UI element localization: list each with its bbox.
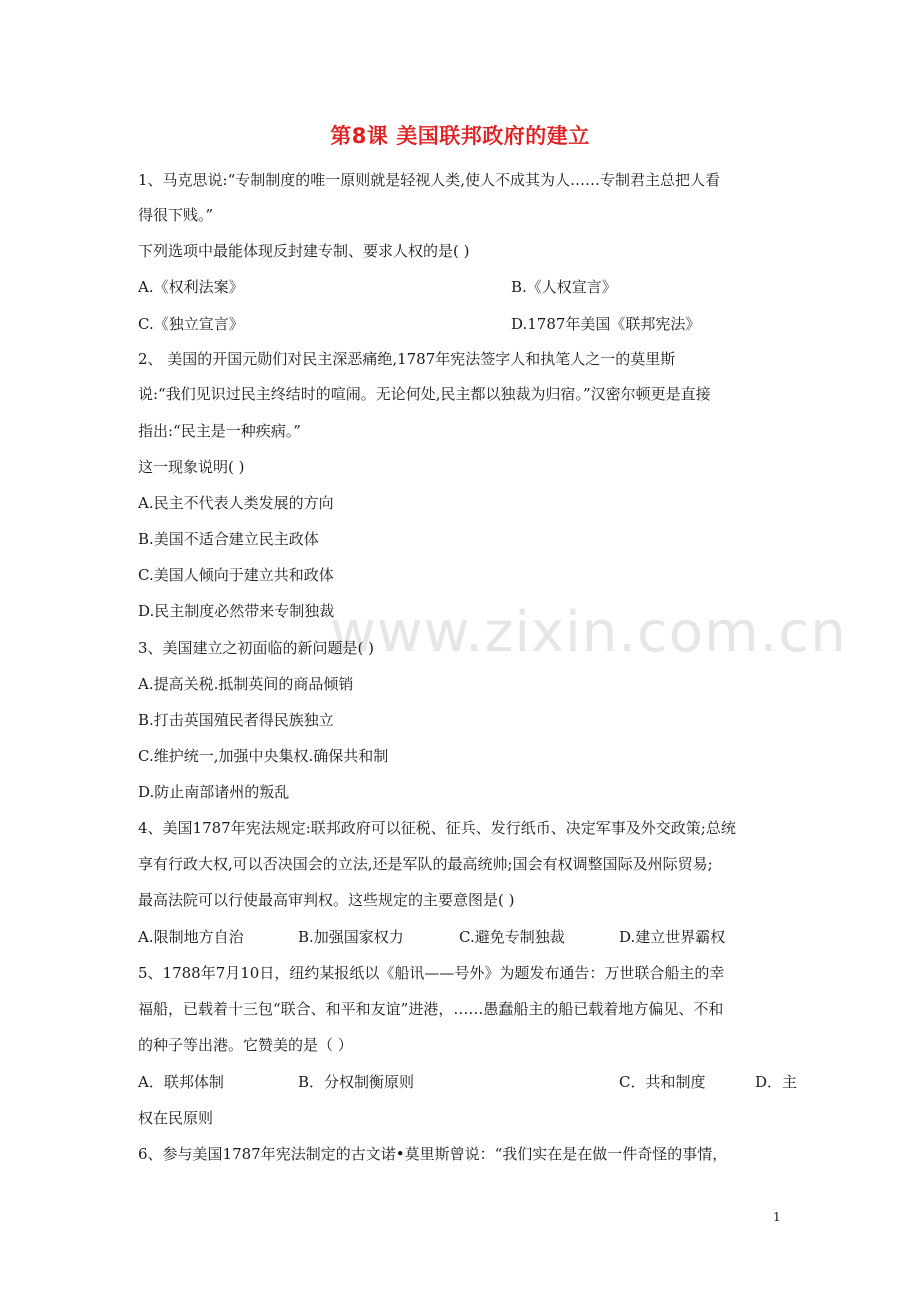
option-d: D.建立世界霸权 xyxy=(619,928,726,946)
option-b: B.美国不适合建立民主政体 xyxy=(138,530,319,548)
option-a: A.《权利法案》 xyxy=(138,278,244,296)
option-c: C.维护统一,加强中央集权.确保共和制 xyxy=(138,747,389,765)
option-c: C.美国人倾向于建立共和政体 xyxy=(138,566,334,584)
option-a: A.提高关税.抵制英间的商品倾销 xyxy=(138,675,354,693)
text-line: 的种子等出港。它赞美的是（ ） xyxy=(138,1036,353,1054)
text-line: 得很下贱。” xyxy=(138,206,214,224)
text-line: 最高法院可以行使最高审判权。这些规定的主要意图是( ) xyxy=(138,891,515,909)
page-number: 1 xyxy=(773,1210,781,1224)
text-line: 3、美国建立之初面临的新问题是( ) xyxy=(138,639,375,657)
option-a: A.限制地方自治 xyxy=(138,928,244,946)
option-b: B.《人权宣言》 xyxy=(511,278,617,296)
text-line: 5、1788年7月10日，纽约某报纸以《船讯——号外》为题发布通告：万世联合船主的幸 xyxy=(138,964,725,982)
text-line: 4、美国1787年宪法规定:联邦政府可以征税、征兵、发行纸币、决定军事及外交政策;总统 xyxy=(138,819,736,837)
option-d: D.防止南部诸州的叛乱 xyxy=(138,783,290,801)
text-line: 权在民原则 xyxy=(138,1109,214,1127)
document-title: 第8课 美国联邦政府的建立 xyxy=(330,124,590,148)
option-b: B.打击英国殖民者得民族独立 xyxy=(138,711,334,729)
option-d: D．主 xyxy=(755,1073,798,1091)
option-d: D.民主制度必然带来专制独裁 xyxy=(138,602,335,620)
text-line: 福船，已载着十三包“联合、和平和友谊”进港，……愚蠢船主的船已载着地方偏见、不和 xyxy=(138,1000,724,1018)
option-a: A．联邦体制 xyxy=(138,1073,224,1091)
text-line: 指出:“民主是一种疾病。” xyxy=(138,422,301,440)
text-line: 6、参与美国1787年宪法制定的古文诺•莫里斯曾说：“我们实在是在做一件奇怪的事情， xyxy=(138,1145,728,1163)
text-line: 说:“我们见识过民主终结时的喧闹。无论何处,民主都以独裁为归宿。”汉密尔顿更是直接 xyxy=(138,385,711,403)
option-c: C．共和制度 xyxy=(619,1073,706,1091)
text-line: 这一现象说明( ) xyxy=(138,458,245,476)
text-line: 2、 美国的开国元勋们对民主深恶痛绝,1787年宪法签字人和执笔人之一的莫里斯 xyxy=(138,350,676,368)
option-b: B.加强国家权力 xyxy=(298,928,404,946)
option-c: C.《独立宣言》 xyxy=(138,315,244,333)
text-line: 1、马克思说:“专制制度的唯一原则就是轻视人类,使人不成其为人……专制君主总把人看 xyxy=(138,171,721,189)
option-d: D.1787年美国《联邦宪法》 xyxy=(511,315,701,333)
text-line: 享有行政大权,可以否决国会的立法,还是军队的最高统帅;国会有权调整国际及州际贸易; xyxy=(138,855,713,873)
option-a: A.民主不代表人类发展的方向 xyxy=(138,494,334,512)
text-line: 下列选项中最能体现反封建专制、要求人权的是( ) xyxy=(138,242,470,260)
option-c: C.避免专制独裁 xyxy=(459,928,565,946)
option-b: B．分权制衡原则 xyxy=(298,1073,415,1091)
watermark: www.zixin.com.cn xyxy=(330,600,847,665)
